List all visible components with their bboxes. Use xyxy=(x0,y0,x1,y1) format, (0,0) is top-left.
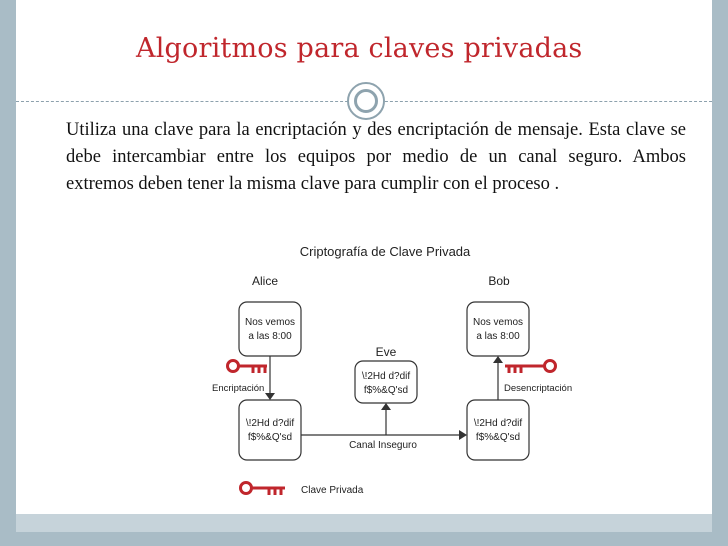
slide-title: Algoritmos para claves privadas xyxy=(136,33,583,64)
bob-plaintext-line1: Nos vemos xyxy=(472,317,524,328)
alice-label: Alice xyxy=(251,274,279,288)
bob-cipher-line1: \!2Hd d?dif xyxy=(473,418,523,429)
private-key-diagram xyxy=(193,240,577,496)
eve-cipher-line2: f$%&Q'sd xyxy=(363,385,409,396)
slide-body-text: Utiliza una clave para la encriptación y des encriptación de mensaje. Esta clave se debe intercambiar entre los equipos por medio de un canal seguro. Ambos extremos deben tener la misma clave para cumplir con el proceso . xyxy=(66,120,686,194)
alice-cipher-line2: f$%&Q'sd xyxy=(247,432,293,443)
bob-plaintext-line2: a las 8:00 xyxy=(476,331,520,342)
alice-cipher-line1: \!2Hd d?dif xyxy=(245,418,295,429)
alice-plaintext-box xyxy=(239,302,301,356)
alice-ciphertext-box xyxy=(239,400,301,460)
eve-cipher-line1: \!2Hd d?dif xyxy=(361,371,411,382)
divider-circle-inner xyxy=(354,89,378,113)
divider-circle-ornament xyxy=(347,82,385,120)
alice-plaintext-line1: Nos vemos xyxy=(244,317,296,328)
encrypt-label: Encriptación xyxy=(212,383,265,394)
key-legend-label: Clave Privada xyxy=(301,485,364,496)
eve-ciphertext-box xyxy=(355,361,417,403)
slide xyxy=(16,0,712,514)
alice-plaintext-line2: a las 8:00 xyxy=(248,331,292,342)
diagram-title: Criptografía de Clave Privada xyxy=(299,244,471,259)
eve-label: Eve xyxy=(375,345,397,359)
channel-label: Canal Inseguro xyxy=(349,440,417,451)
bob-plaintext-box xyxy=(467,302,529,356)
bob-cipher-line2: f$%&Q'sd xyxy=(475,432,521,443)
bottom-strip xyxy=(16,514,712,532)
bob-label: Bob xyxy=(488,274,510,288)
bob-ciphertext-box xyxy=(467,400,529,460)
decrypt-label: Desencriptación xyxy=(504,383,573,394)
